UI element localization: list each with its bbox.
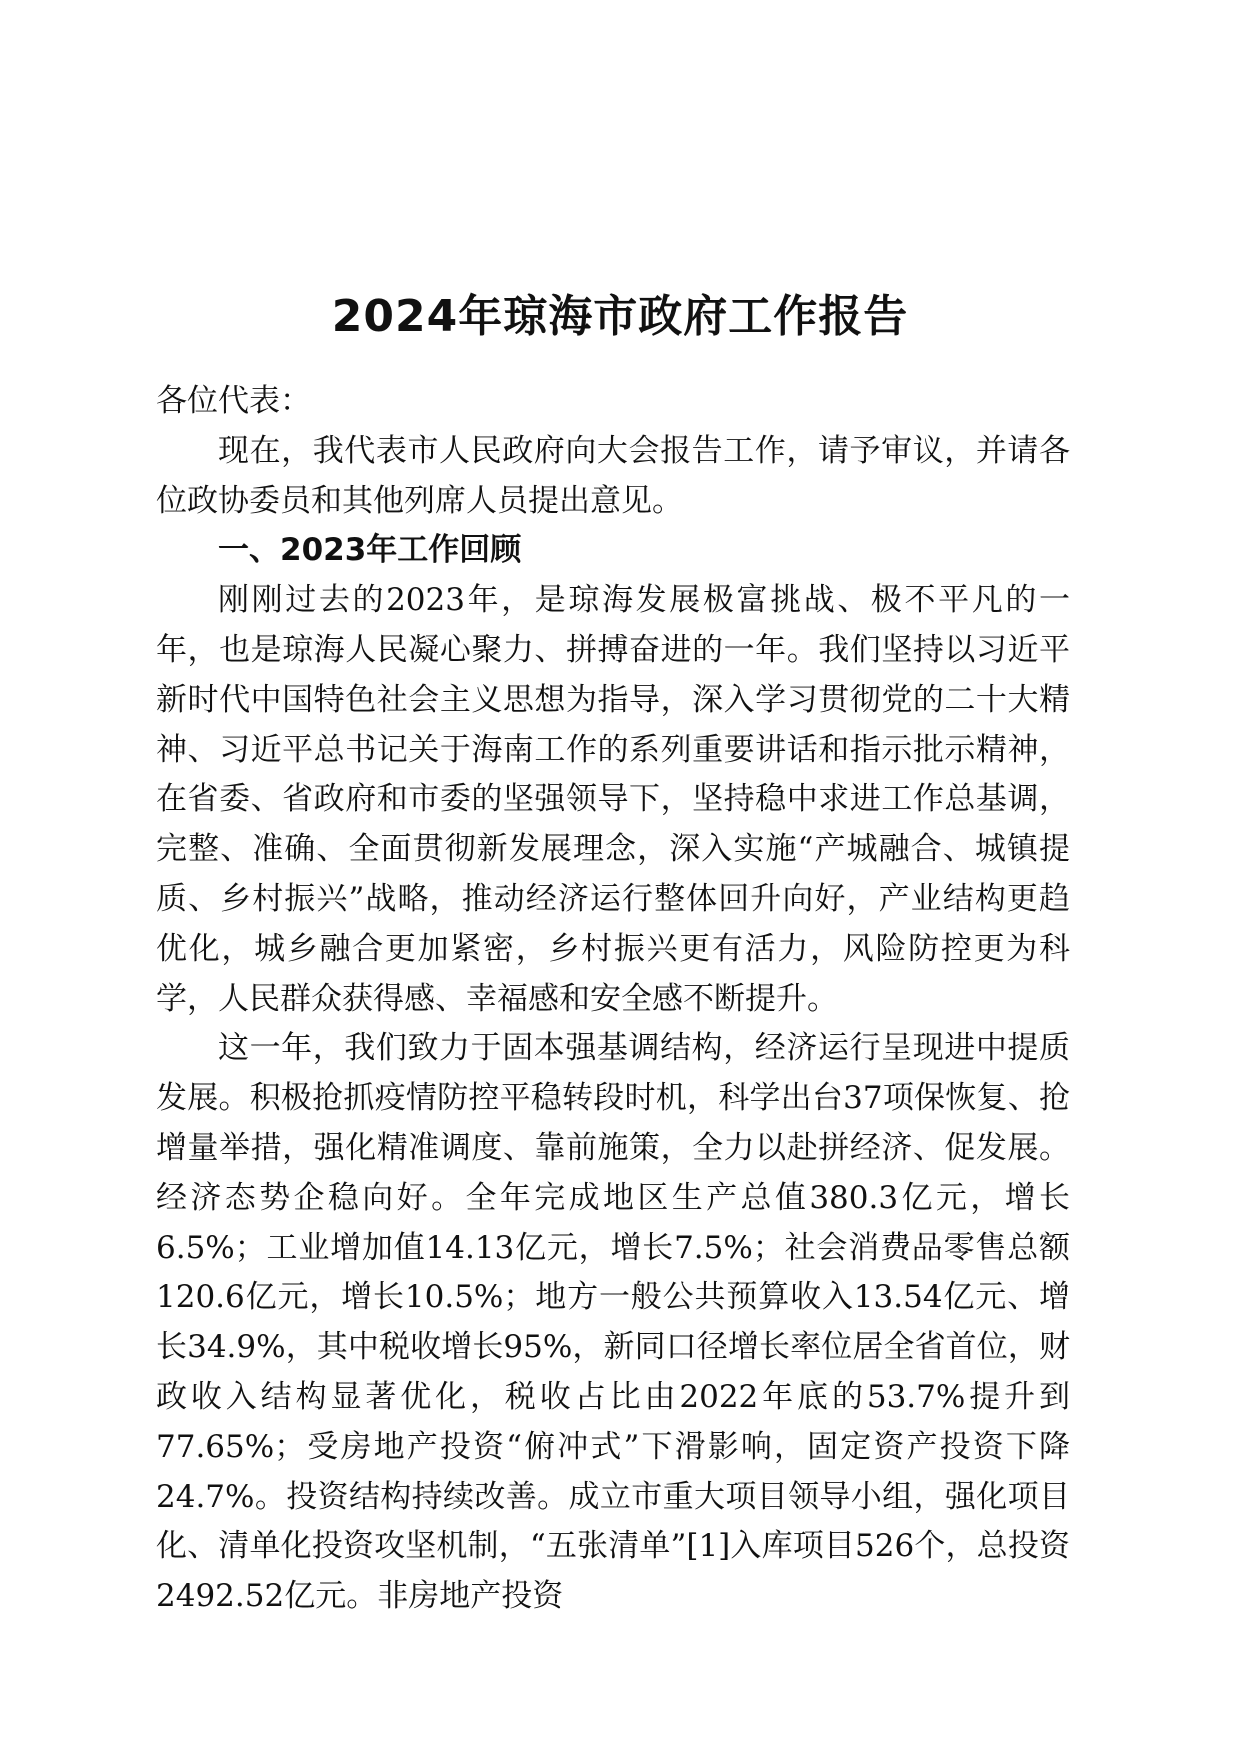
section-heading: 一、2023年工作回顾: [218, 532, 522, 569]
section-paragraph-1: 刚刚过去的2023年，是琼海发展极富挑战、极不平凡的一年，也是琼海人民凝心聚力、拼搏奋进的一年。我们坚持以习近平新时代中国特色社会主义思想为指导，深入学习贯彻党的二十大精神、习近平总书记关于海南工作的系列重要讲话和指示批示精神，在省委、省政府和市委的坚强领导下，坚持稳中求进工作总基调，完整、准确、全面贯彻新发展理念，深入实施“产城融合、城镇提质、乡村振兴”战略，推动经济运行整体回升向好，产业结构更趋优化，城乡融合更加紧密，乡村振兴更有活力，风险防控更为科学，人民群众获得感、幸福感和安全感不断提升。: [156, 582, 1070, 1017]
opening-paragraph: 现在，我代表市人民政府向大会报告工作，请予审议，并请各位政协委员和其他列席人员提出意见。: [156, 432, 1070, 519]
salutation: 各位代表：: [156, 383, 311, 419]
document-title: 2024年琼海市政府工作报告: [331, 291, 909, 343]
section-paragraph-2: 这一年，我们致力于固本强基调结构，经济运行呈现进中提质发展。积极抢抓疫情防控平稳转段时机，科学出台37项保恢复、抢增量举措，强化精准调度、靠前施策，全力以赴拼经济、促发展。经济态势企稳向好。全年完成地区生产总值380.3亿元，增长6.5%；工业增加值14.13亿元，增长7.5%；社会消费品零售总额120.6亿元，增长10.5%；地方一般公共预算收入13.54亿元、增长34.9%，其中税收增长95%，新同口径增长率位居全省首位，财政收入结构显著优化，税收占比由2022年底的53.7%提升到77.65%；受房地产投资“俯冲式”下滑影响，固定资产投资下降24.7%。投资结构持续改善。成立市重大项目领导小组，强化项目化、清单化投资攻坚机制，“五张清单”[1]入库项目526个，总投资2492.52亿元。非房地产投资: [156, 1030, 1070, 1615]
document-body: [156, 377, 1070, 1622]
